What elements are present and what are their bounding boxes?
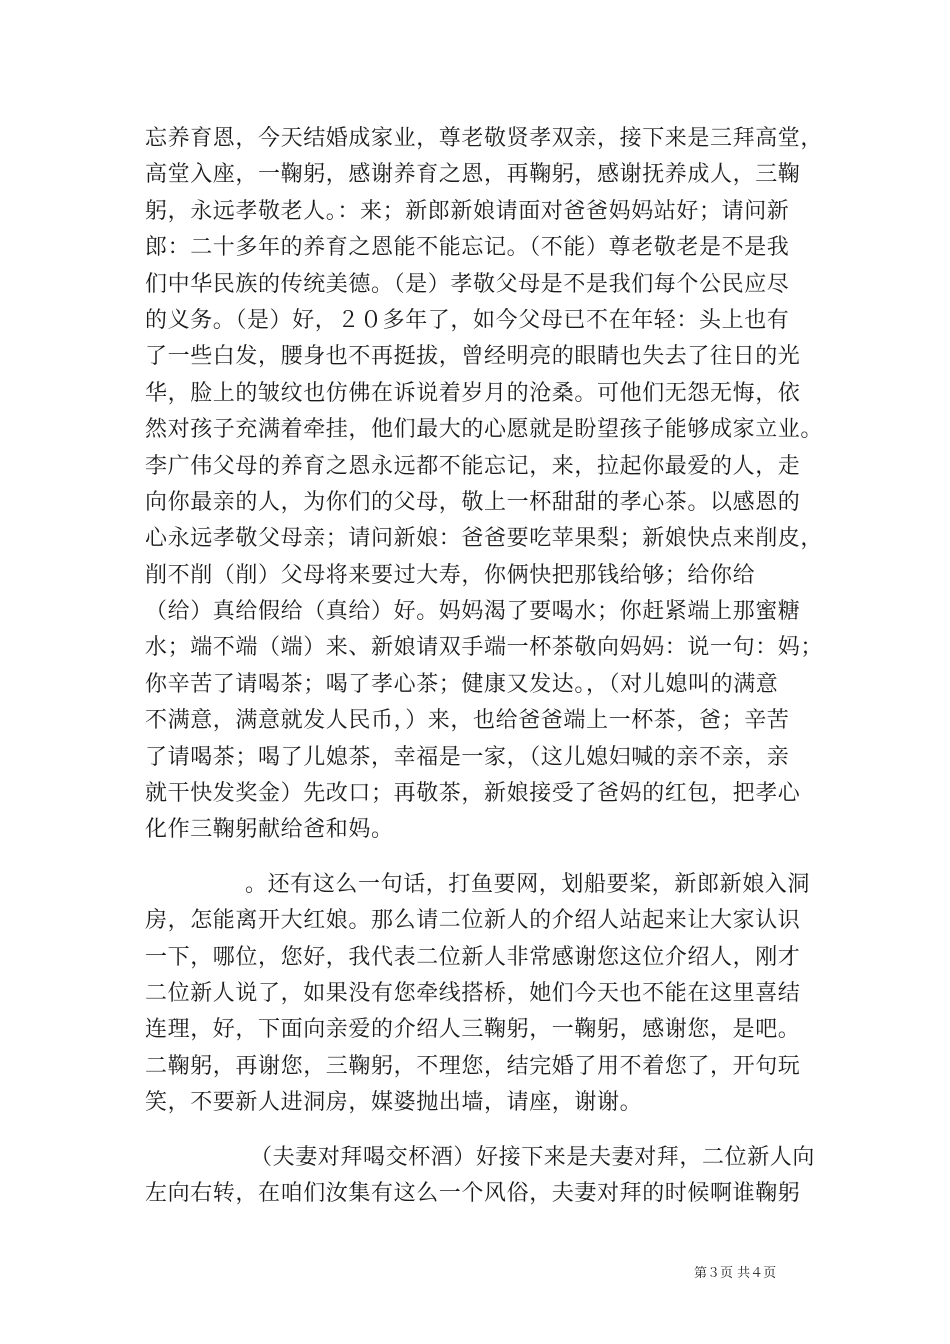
paragraph-2 — [145, 867, 823, 1122]
paragraph-3 — [145, 1140, 823, 1213]
text-line: 躬，永远孝敬老人。：来；新郎新娘请面对爸爸妈妈站好；请问新 — [145, 198, 790, 224]
paragraph-gap — [145, 1122, 823, 1140]
text-line: 连理，好，下面向亲爱的介绍人三鞠躬，一鞠躬，感谢您，是吧。 — [145, 1017, 801, 1043]
text-line: 笑，不要新人进洞房，媒婆抛出墙，请座，谢谢。 — [145, 1090, 643, 1116]
text-line: 了请喝茶；喝了儿媳茶，幸福是一家，（这儿媳妇喊的亲不亲，亲 — [145, 744, 790, 770]
text-line: 华，脸上的皱纹也仿佛在诉说着岁月的沧桑。可他们无怨无悔，依 — [145, 380, 801, 406]
text-line: 高堂入座，一鞠躬，感谢养育之恩，再鞠躬，感谢抚养成人，三鞠 — [145, 162, 801, 188]
text-line: 就干快发奖金）先改口；再敬茶，新娘接受了爸妈的红包，把孝心 — [145, 781, 801, 807]
text-line: 你辛苦了请喝茶；喝了孝心茶；健康又发达。，（对儿媳叫的满意 — [145, 671, 779, 697]
text-line: 忘养育恩，今天结婚成家业，尊老敬贤孝双亲，接下来是三拜高堂， — [145, 126, 824, 151]
text-line: 不满意，满意就发人民币，）来，也给爸爸端上一杯茶，爸；辛苦 — [145, 708, 790, 734]
text-line: 向你最亲的人，为你们的父母，敬上一杯甜甜的孝心茶。以感恩的 — [145, 489, 801, 515]
text-line: 。还有这么一句话，打鱼要网，划船要桨，新郎新娘入洞 — [245, 871, 811, 897]
text-line: 左向右转，在咱们汝集有这么一个风俗，夫妻对拜的时候啊谁鞠躬 — [145, 1180, 801, 1206]
text-line: 了一些白发，腰身也不再挺拔，曾经明亮的眼睛也失去了往日的光 — [145, 344, 801, 370]
text-line: 水；端不端（端）来、新娘请双手端一杯茶敬向妈妈：说一句：妈； — [145, 635, 824, 661]
paragraph-gap — [145, 849, 823, 867]
text-line: 心永远孝敬父母亲；请问新娘：爸爸要吃苹果梨；新娘快点来削皮， — [145, 526, 824, 552]
text-line: 房，怎能离开大红娘。那么请二位新人的介绍人站起来让大家认识 — [145, 908, 801, 934]
text-line: 二位新人说了，如果没有您牵线搭桥，她们今天也不能在这里喜结 — [145, 980, 801, 1006]
text-line: （夫妻对拜喝交杯酒）好接下来是夫妻对拜，二位新人向 — [250, 1144, 816, 1170]
paragraph-1 — [145, 121, 823, 849]
page-number-footer: 第３页 共４页 — [694, 1266, 777, 1281]
text-line: （给）真给假给（真给）好。妈妈渴了要喝水；你赶紧端上那蜜糖 — [145, 599, 801, 625]
text-line: 然对孩子充满着牵挂，他们最大的心愿就是盼望孩子能够成家立业。 — [145, 417, 824, 443]
text-line: 化作三鞠躬献给爸和妈。 — [145, 817, 394, 843]
text-line: 李广伟父母的养育之恩永远都不能忘记，来，拉起你最爱的人，走 — [145, 453, 801, 479]
text-line: 郎：二十多年的养育之恩能不能忘记。（不能）尊老敬老是不是我 — [145, 235, 790, 261]
text-line: 削不削（削）父母将来要过大寿，你俩快把那钱给够；给你给 — [145, 562, 756, 588]
document-body — [145, 121, 823, 1212]
text-line: 们中华民族的传统美德。（是）孝敬父母是不是我们每个公民应尽 — [145, 271, 790, 297]
text-line: 一下，哪位，您好，我代表二位新人非常感谢您这位介绍人，刚才 — [145, 944, 801, 970]
text-line: 二鞠躬，再谢您，三鞠躬，不理您，结完婚了用不着您了，开句玩 — [145, 1053, 801, 1079]
text-line: 的义务。（是）好，２０多年了，如今父母已不在年轻：头上也有 — [145, 307, 790, 333]
